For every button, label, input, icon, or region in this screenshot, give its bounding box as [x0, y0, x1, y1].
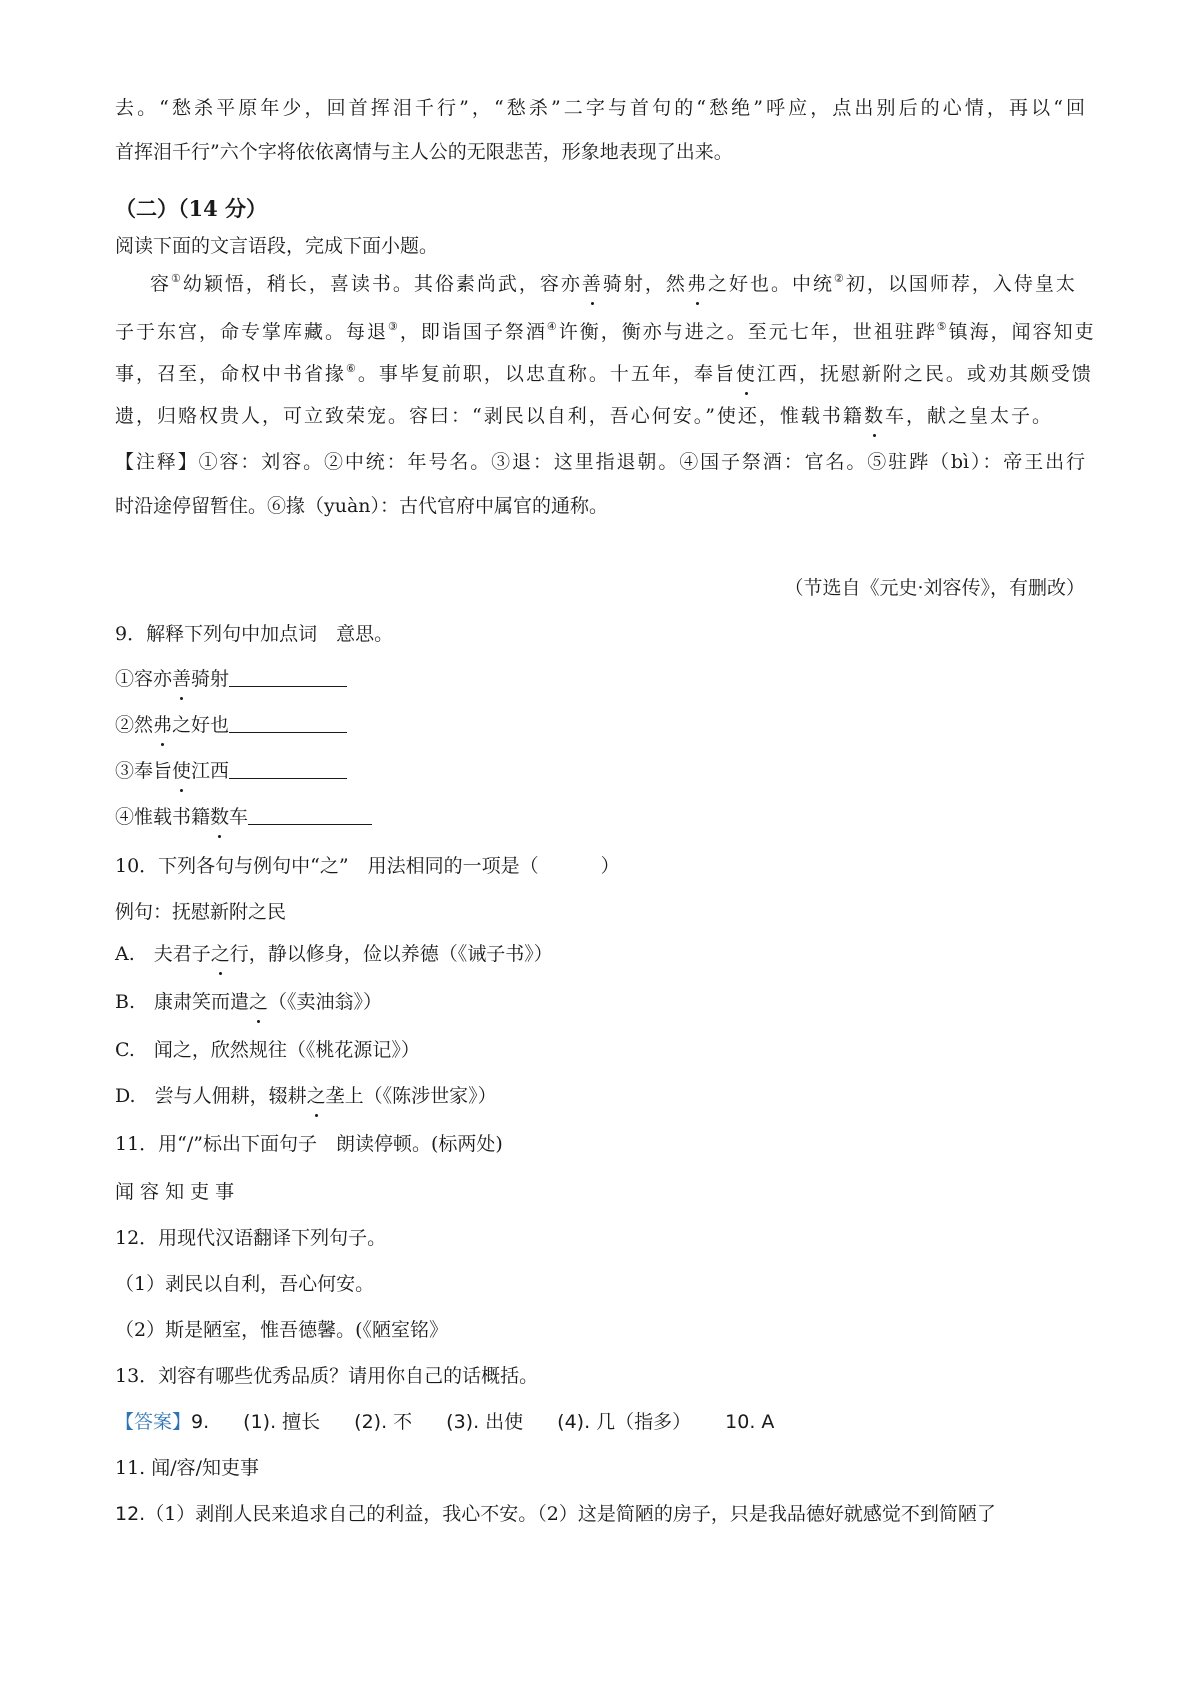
notes-line-1: 【注释】①容：刘容。②中统：年号名。③退：这里指退朝。④国子祭酒：官名。⑤驻跸（bì）：帝王出行 [115, 451, 1085, 473]
instruction: 阅读下面的文言语段，完成下面小题。 [115, 235, 439, 257]
answer-9-2: (2). 不 [354, 1411, 413, 1433]
answer-12: 12.（1）剥削人民来追求自己的利益，我心不安。（2）这是简陋的房子，只是我品德好就感觉不到简陋了 [115, 1503, 996, 1525]
q11-sentence: 闻 容 知 吏 事 [115, 1181, 235, 1203]
q12-sentence-2: （2）斯是陋室，惟吾德馨。(《陋室铭》 [115, 1319, 449, 1341]
answer-blank[interactable] [229, 664, 347, 687]
dotted-char: 数 [864, 402, 885, 430]
dotted-char: 使 [172, 757, 191, 785]
answer-11: 11. 闻/容/知吏事 [115, 1457, 260, 1479]
dotted-char: 使 [736, 360, 757, 388]
intro-line-2: 首挥泪千行”六个字将依依离情与主人公的无限悲苦，形象地表现了出来。 [115, 141, 733, 163]
passage-line-2: 子于东宫，命专掌库藏。每退③，即诣国子祭酒④许衡，衡亦与进之。至元七年，世祖驻跸⑤镇海，闻容知吏 [115, 320, 1096, 343]
answer-blank[interactable] [248, 802, 372, 825]
notes-line-2: 时沿途停留暂住。⑥掾（yuàn）：古代官府中属官的通称。 [115, 495, 609, 517]
q11-stem: 11．用“/”标出下面句子 朗读停顿。(标两处) [115, 1133, 503, 1155]
answer-blank[interactable] [229, 710, 347, 733]
answer-9-1: (1). 擅长 [243, 1411, 321, 1433]
q12-sentence-1: （1）剥民以自利，吾心何安。 [115, 1273, 375, 1295]
passage-line-4: 遗，归赂权贵人，可立致荣宠。容曰：“剥民以自利，吾心何安。”使还，惟载书籍数车，献之皇太子。 [115, 402, 1053, 430]
dotted-char: 善 [582, 270, 603, 298]
note-ref-3: ③ [388, 320, 400, 333]
section-title: （二）（14 分） [115, 196, 268, 221]
q10-option-d[interactable]: D. 尝与人佣耕，辍耕之垄上（《陈涉世家》） [115, 1082, 497, 1110]
note-ref-1: ① [171, 272, 183, 285]
q9-item-4: ④惟载书籍数车 [115, 802, 372, 831]
answer-9-3: (3). 出使 [446, 1411, 524, 1433]
passage-line-1: 容①幼颖悟，稍长，喜读书。其俗素尚武，容亦善骑射，然弗之好也。中统②初，以国师荐，入侍皇太 [150, 270, 1077, 298]
q10-option-c[interactable]: C. 闻之，欣然规往（《桃花源记》） [115, 1039, 420, 1061]
answer-9-4: (4). 几（指多） [557, 1411, 692, 1433]
note-ref-4: ④ [546, 320, 559, 333]
note-ref-2: ② [833, 272, 846, 285]
q10-example: 例句：抚慰新附之民 [115, 901, 287, 923]
dotted-char: 之 [249, 988, 268, 1016]
answer-10: 10. A [725, 1411, 775, 1433]
dotted-char: 弗 [687, 270, 708, 298]
dotted-char: 弗 [153, 711, 172, 739]
q10-option-a[interactable]: A. 夫君子之行，静以修身，俭以养德（《诫子书》） [115, 940, 553, 968]
q9-item-3: ③奉旨使江西 [115, 756, 347, 785]
answer-blank[interactable] [229, 756, 347, 779]
q10-stem: 10．下列各句与例句中“之” 用法相同的一项是（ ） [115, 855, 620, 877]
note-ref-5: ⑤ [936, 320, 949, 333]
dotted-char: 之 [307, 1082, 326, 1110]
answer-tag: 【答案】 [115, 1411, 192, 1433]
q9-item-2: ②然弗之好也 [115, 710, 347, 739]
source-citation: （节选自《元史·刘容传》，有删改） [784, 577, 1085, 599]
dotted-char: 善 [172, 665, 191, 693]
note-ref-6: ⑥ [346, 362, 358, 375]
dotted-char: 之 [211, 940, 230, 968]
q12-stem: 12．用现代汉语翻译下列句子。 [115, 1227, 387, 1249]
q9-item-1: ①容亦善骑射 [115, 664, 347, 693]
q9-stem: 9．解释下列句中加点词 意思。 [115, 623, 394, 645]
dotted-char: 数 [210, 803, 229, 831]
passage-line-3: 事，召至，命权中书省掾⑥。事毕复前职，以忠直称。十五年，奉旨使江西，抚慰新附之民。或劝其颇受馈 [115, 360, 1093, 388]
intro-line-1: 去。“愁杀平原年少，回首挥泪千行”，“愁杀”二字与首句的“愁绝”呼应，点出别后的心情，再以“回 [115, 97, 1085, 119]
q13-stem: 13．刘容有哪些优秀品质？请用你自己的话概括。 [115, 1365, 539, 1387]
answer-line: 【答案】9. (1). 擅长 (2). 不 (3). 出使 (4). 几（指多） 10. A [115, 1411, 775, 1433]
q10-option-b[interactable]: B. 康肃笑而遣之（《卖油翁》） [115, 988, 382, 1016]
